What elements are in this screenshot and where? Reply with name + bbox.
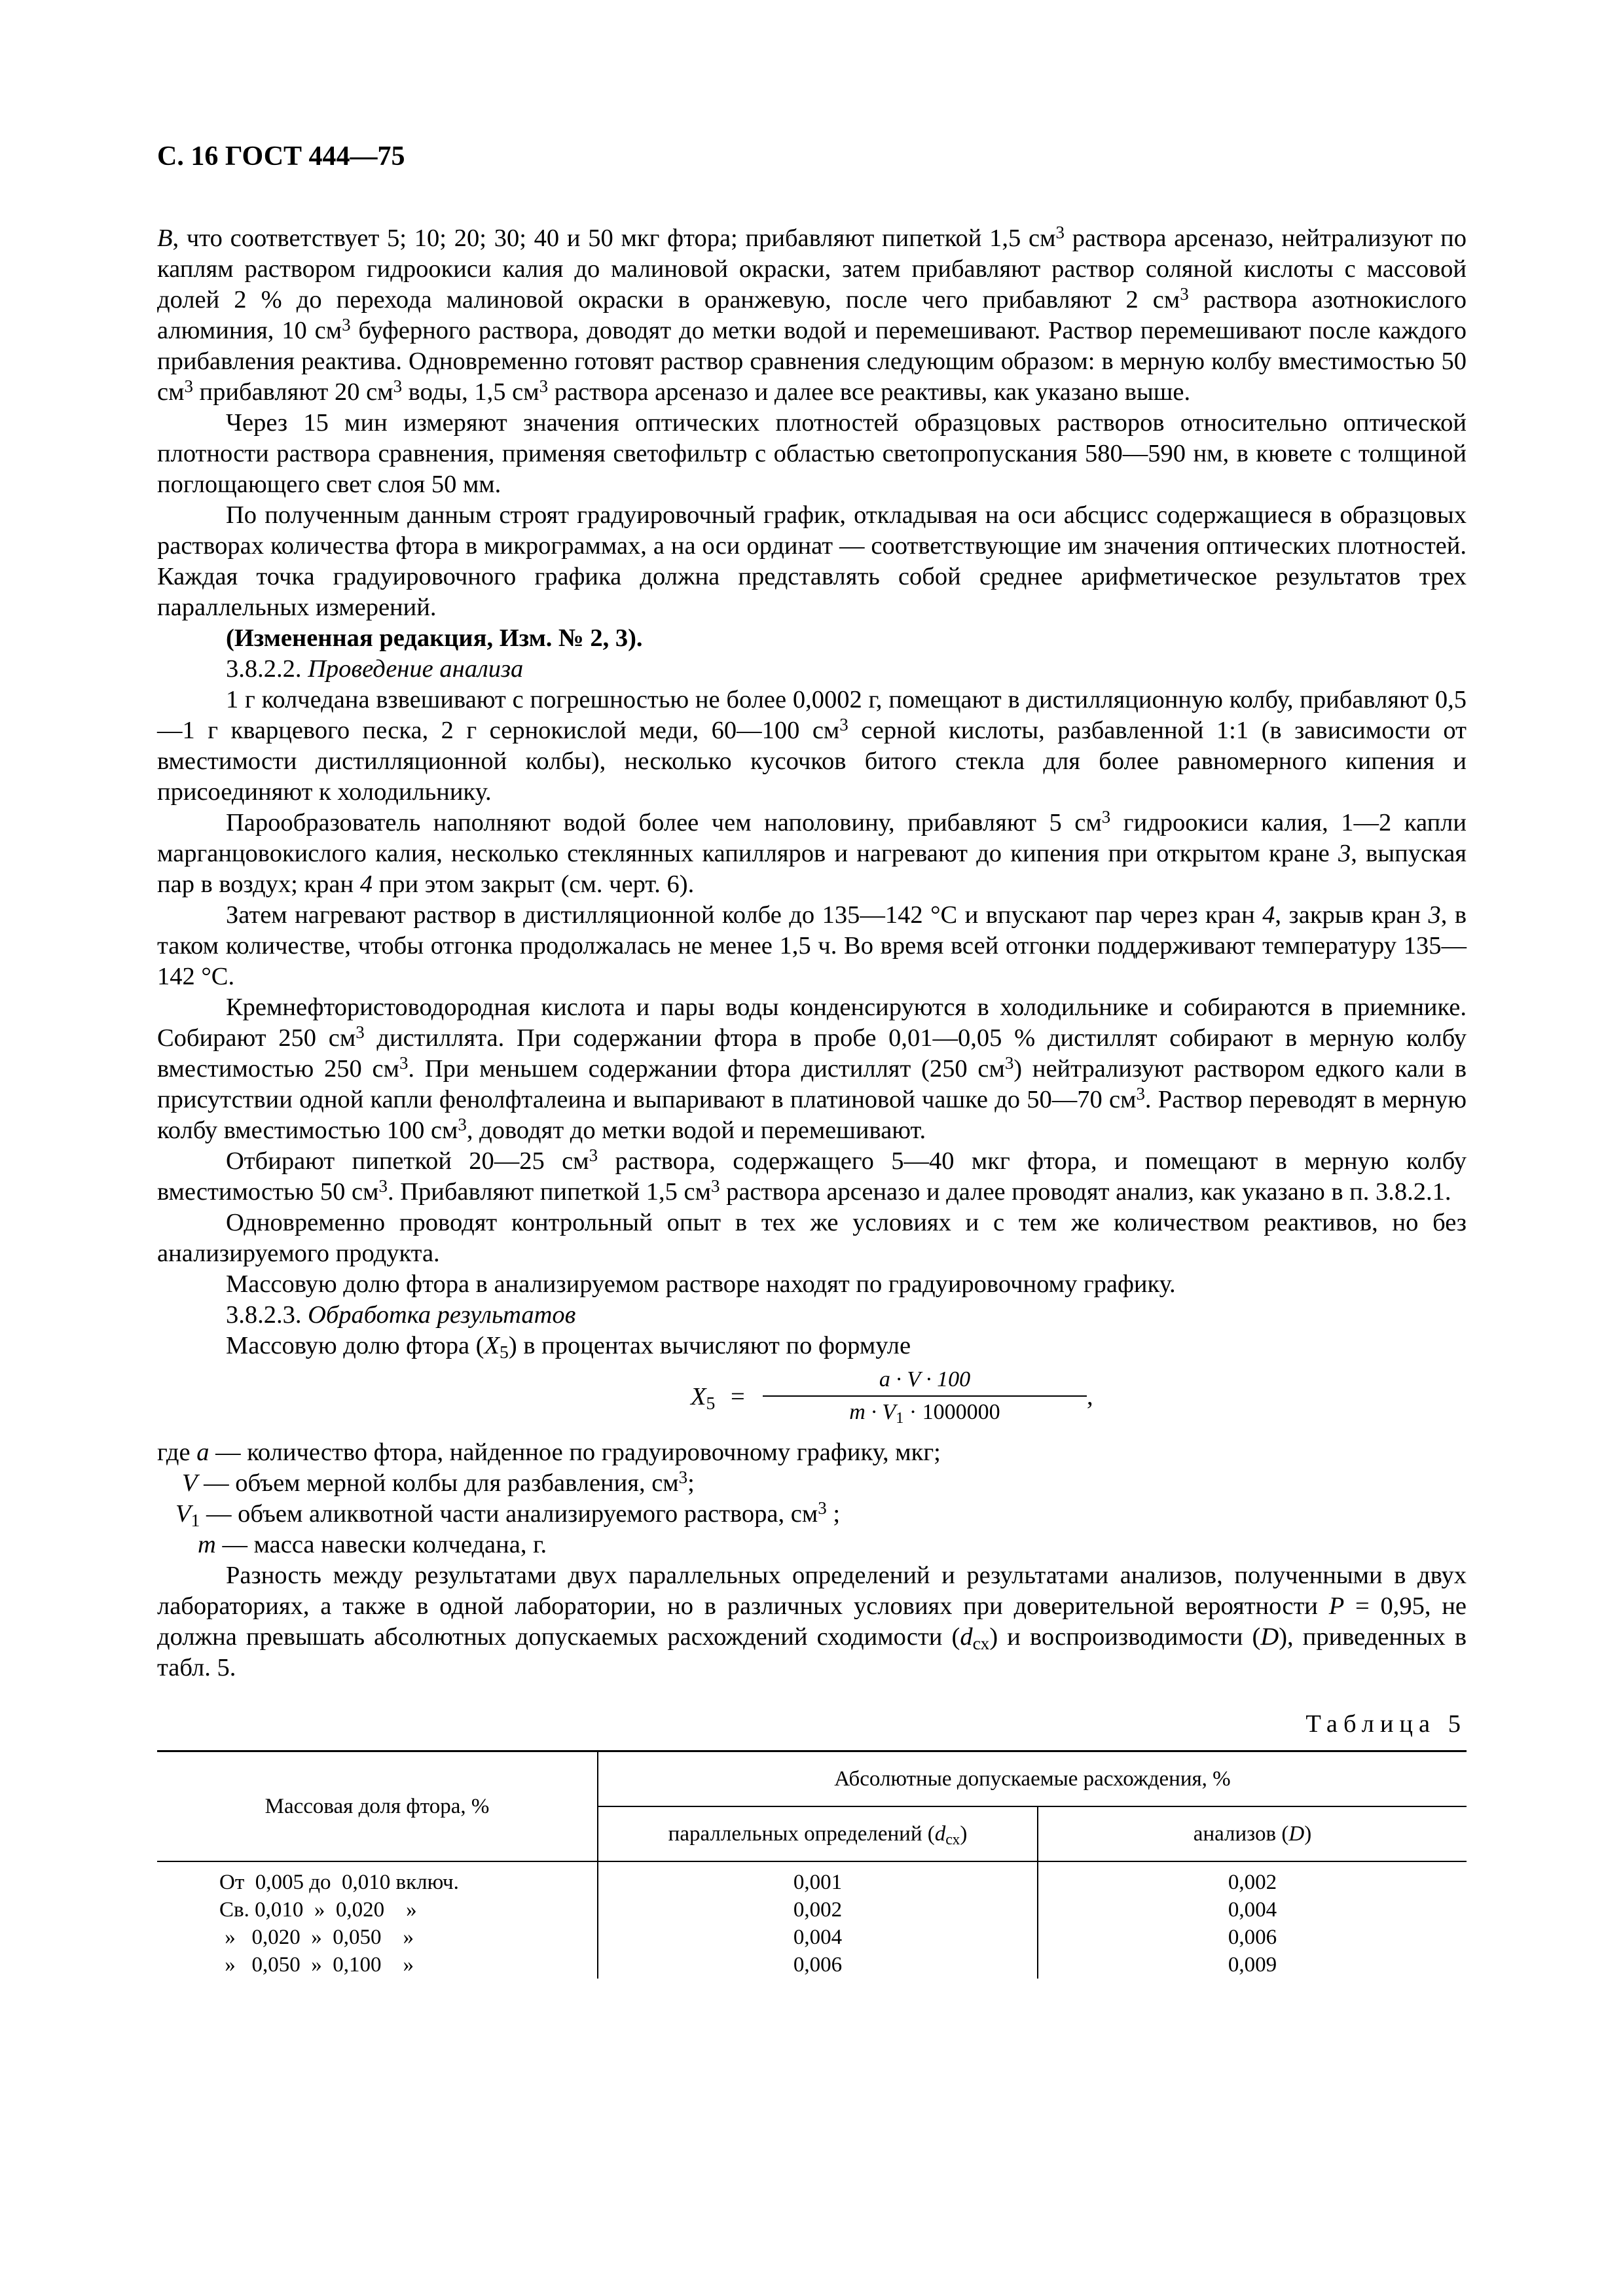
paragraph-8: Затем нагревают раствор в дистилляционной колбе до 135—142 °C и впускают пар через кран 4, закрыв кран 3, в таком количестве, чтобы отгонка продолжалась не менее 1,5 ч. Во время всей отгонки поддерживают температуру 135—142 °C. xyxy=(157,901,1467,990)
paragraph-12: Массовую долю фтора в анализируемом растворе находят по градуировочному графику. xyxy=(226,1270,1176,1298)
table-row xyxy=(157,1896,1467,1924)
paragraph-15: Разность между результатами двух параллельных определений и результатами анализов, полученными в двух лабораториях, а также в одной лаборатории, но в различных условиях при доверительной вероятности P = 0,95, не должна превышать абсолютных допускаемых расхождений сходимости $(d_{сх})$ и воспроизводимости (D), приведенных в табл. 5. xyxy=(157,1562,1467,1681)
document-page xyxy=(157,141,1467,1979)
tolerance-table xyxy=(157,1750,1467,1979)
paragraph-14: Массовую долю фтора $(X_5)$ в процентах вычисляют по формуле xyxy=(226,1332,911,1362)
page-header: С. 16 ГОСТ 444—75 xyxy=(157,141,405,171)
section-heading-3822: 3.8.2.2. Проведение анализа xyxy=(226,655,524,683)
cell-parallel: 0,006 xyxy=(598,1951,1038,1979)
cell-parallel: 0,001 xyxy=(598,1861,1038,1896)
legend-row-a: где a — количество фтора, найденное по градуировочному графику, мкг; xyxy=(157,1439,941,1466)
cell-analyses: 0,009 xyxy=(1228,1953,1277,1977)
col-header-parallel: параллельных определений $(d_{сх})$ xyxy=(598,1806,1038,1861)
col-header-analyses: анализов (D) xyxy=(1193,1821,1312,1846)
amendment-note: (Измененная редакция, Изм. № 2, 3). xyxy=(226,624,643,652)
cell-analyses: 0,004 xyxy=(1228,1898,1277,1922)
paragraph-10: Отбирают пипеткой 20—25 $см^3$ раствора, содержащего 5—40 мкг фтора, и помещают в мерную колбу вместимостью 50 $см^3$. Прибавляют пипеткой 1,5 $см^3$ раствора арсеназо и далее проводят анализ, как указано в п. 3.8.2.1. xyxy=(157,1145,1467,1206)
variable-b: B xyxy=(157,224,173,252)
paragraph-11: Одновременно проводят контрольный опыт в тех же условиях и с тем же количеством реактивов, но без анализируемого продукта. xyxy=(157,1209,1467,1267)
cell-range: Св. 0,010 » 0,020 » xyxy=(157,1896,598,1924)
paragraph-6: 1 г колчедана взвешивают с погрешностью не более 0,0002 г, помещают в дистилляционную колбу, прибавляют 0,5—1 г кварцевого песка, 2 г сернокислой меди, 60—100 $см^3$ серной кислоты, разбавленной 1:1 (в зависимости от вместимости дистилляционной колбы), несколько кусочков битого стекла для более равномерного кипения и присоединяют к холодильнику. xyxy=(157,686,1467,806)
formula-x5 xyxy=(157,1365,1467,1433)
table-row xyxy=(157,1951,1467,1979)
cell-range: » 0,020 » 0,050 » xyxy=(157,1924,598,1951)
cell-analyses: 0,006 xyxy=(1228,1926,1277,1949)
paragraph-3: По полученным данным строят градуировочный график, откладывая на оси абсцисс содержащиеся в образцовых растворах количества фтора в микрограммах, а на оси ординат — соответствующие им значения оптических плотностей. Каждая точка градуировочного графика должна представлять собой среднее арифметическое результатов трех параллельных измерений. xyxy=(157,501,1467,621)
legend-row-m: m — масса навески колчедана, г. xyxy=(198,1531,547,1558)
formula-equals: = xyxy=(731,1383,745,1410)
legend-row-v: V — объем мерной колбы для разбавления, $см^3$; xyxy=(182,1467,695,1497)
formula-lhs: $X_5$ xyxy=(691,1383,716,1413)
cell-parallel: 0,002 xyxy=(598,1896,1038,1924)
col-header-mass-fraction: Массовая доля фтора, % xyxy=(157,1751,598,1862)
cell-parallel: 0,004 xyxy=(598,1924,1038,1951)
fraction-bar xyxy=(763,1395,1087,1397)
formula-fraction xyxy=(763,1365,1087,1427)
formula-comma: , xyxy=(1087,1383,1093,1410)
formula-denominator: $m \cdot V_1 \cdot 1000000$ xyxy=(849,1400,1000,1427)
cell-range: От 0,005 до 0,010 включ. xyxy=(157,1861,598,1896)
cell-analyses: 0,002 xyxy=(1228,1871,1277,1894)
formula-numerator: a · V · 100 xyxy=(879,1367,971,1391)
paragraph-1: B, что соответствует 5; 10; 20; 30; 40 и 50 мкг фтора; прибавляют пипеткой 1,5 $см^3$ раствора арсеназо, нейтрализуют по каплям раствором гидроокиси калия до малиновой окраски, затем прибавляют раствор соляной кислоты с массовой долей 2 % до перехода малиновой окраски в оранжевую, после чего прибавляют 2 $см^3$ раствора азотнокислого алюминия, 10 $см^3$ буферного раствора, доводят до метки водой и перемешивают. Раствор перемешивают после каждого прибавления реактива. Одновременно готовят раствор сравнения следующим образом: в мерную колбу вместимостью 50 $см^3$ прибавляют 20 $см^3$ воды, 1,5 $см^3$ раствора арсеназо и далее все реактивы, как указано выше. xyxy=(157,222,1467,406)
paragraph-9: Кремнефтористоводородная кислота и пары воды конденсируются в холодильнике и собираются в приемнике. Собирают 250 $см^3$ дистиллята. При содержании фтора в пробе 0,01—0,05 % дистиллят собирают в мерную колбу вместимостью 250 $см^3$. При меньшем содержании фтора дистиллят (250 $см^3$) нейтрализуют раствором едкого кали в присутствии одной капли фенолфталеина и выпаривают в платиновой чашке до 50—70 $см^3$. Раствор переводят в мерную колбу вместимостью 100 $см^3$, доводят до метки водой и перемешивают. xyxy=(157,994,1467,1144)
formula-legend xyxy=(157,1437,1467,1560)
paragraph-7: Парообразователь наполняют водой более чем наполовину, прибавляют 5 $см^3$ гидроокиси калия, 1—2 капли марганцовокислого калия, несколько стеклянных капилляров и нагревают до кипения при открытом кране 3, выпуская пар в воздух; кран 4 при этом закрыт (см. черт. 6). xyxy=(157,806,1467,898)
cell-range: » 0,050 » 0,100 » xyxy=(157,1951,598,1979)
table-row xyxy=(157,1861,1467,1896)
legend-row-v1: $V_1$ — объем аликвотной части анализируемого раствора, $см^3$ ; xyxy=(175,1498,841,1530)
group-header-tolerances: Абсолютные допускаемые расхождения, % xyxy=(598,1751,1467,1807)
paragraph-2: Через 15 мин измеряют значения оптических плотностей образцовых растворов относительно оптической плотности раствора сравнения, применяя светофильтр с областью светопропускания 580—590 нм, в кювете с толщиной поглощающего свет слоя 50 мм. xyxy=(157,409,1467,498)
table-title: Таблица 5 xyxy=(1305,1710,1467,1738)
section-heading-3823: 3.8.2.3. Обработка результатов xyxy=(226,1301,576,1329)
table-row xyxy=(157,1924,1467,1951)
